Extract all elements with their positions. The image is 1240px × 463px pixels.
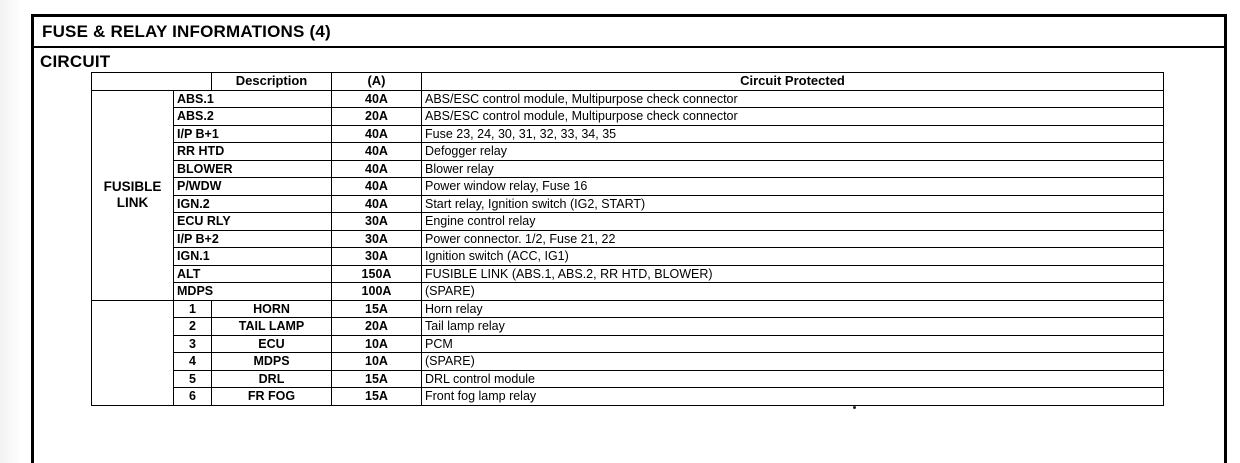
row-circuit-protected: Horn relay — [422, 300, 1164, 318]
row-description: ECU — [212, 335, 332, 353]
row-description: ABS.2 — [174, 108, 332, 126]
row-circuit-protected: Front fog lamp relay — [422, 388, 1164, 406]
row-amperage: 40A — [332, 90, 422, 108]
row-description: HORN — [212, 300, 332, 318]
table-row — [92, 160, 1164, 178]
table-row — [92, 248, 1164, 266]
row-description: ABS.1 — [174, 90, 332, 108]
table-header-row — [92, 73, 1164, 91]
row-amperage: 20A — [332, 318, 422, 336]
row-circuit-protected: Power connector. 1/2, Fuse 21, 22 — [422, 230, 1164, 248]
row-description: ECU RLY — [174, 213, 332, 231]
table-row — [92, 213, 1164, 231]
row-description: ALT — [174, 265, 332, 283]
group-label-line1: FUSIBLE — [103, 179, 162, 194]
row-amperage: 100A — [332, 283, 422, 301]
row-circuit-protected: Power window relay, Fuse 16 — [422, 178, 1164, 196]
row-amperage: 15A — [332, 370, 422, 388]
row-amperage: 30A — [332, 213, 422, 231]
column-header-description: Description — [212, 73, 332, 91]
table-row — [92, 318, 1164, 336]
row-circuit-protected: ABS/ESC control module, Multipurpose check connector — [422, 90, 1164, 108]
page-title: FUSE & RELAY INFORMATIONS (4) — [42, 21, 331, 41]
column-header-blank — [92, 73, 212, 91]
table-row — [92, 178, 1164, 196]
table-row — [92, 300, 1164, 318]
row-amperage: 15A — [332, 300, 422, 318]
row-amperage: 40A — [332, 195, 422, 213]
row-description: MDPS — [174, 283, 332, 301]
row-number: 6 — [174, 388, 212, 406]
row-amperage: 15A — [332, 388, 422, 406]
row-amperage: 20A — [332, 108, 422, 126]
row-circuit-protected: Fuse 23, 24, 30, 31, 32, 33, 34, 35 — [422, 125, 1164, 143]
row-description: BLOWER — [174, 160, 332, 178]
row-amperage: 40A — [332, 143, 422, 161]
row-circuit-protected: PCM — [422, 335, 1164, 353]
circuit-section-label: CIRCUIT — [40, 52, 111, 71]
scan-artifact-dot — [853, 406, 856, 409]
row-circuit-protected: ABS/ESC control module, Multipurpose check connector — [422, 108, 1164, 126]
row-circuit-protected: Start relay, Ignition switch (IG2, START) — [422, 195, 1164, 213]
row-circuit-protected: Ignition switch (ACC, IG1) — [422, 248, 1164, 266]
row-number: 5 — [174, 370, 212, 388]
row-circuit-protected: DRL control module — [422, 370, 1164, 388]
row-circuit-protected: Tail lamp relay — [422, 318, 1164, 336]
row-description: P/WDW — [174, 178, 332, 196]
table-row — [92, 108, 1164, 126]
table-row — [92, 335, 1164, 353]
row-number: 3 — [174, 335, 212, 353]
row-circuit-protected: FUSIBLE LINK (ABS.1, ABS.2, RR HTD, BLOWER) — [422, 265, 1164, 283]
row-number: 1 — [174, 300, 212, 318]
table-row — [92, 143, 1164, 161]
row-circuit-protected: (SPARE) — [422, 283, 1164, 301]
row-amperage: 150A — [332, 265, 422, 283]
row-circuit-protected: Defogger relay — [422, 143, 1164, 161]
fuse-relay-table — [91, 72, 1164, 406]
row-amperage: 10A — [332, 335, 422, 353]
table-row — [92, 388, 1164, 406]
row-description: DRL — [212, 370, 332, 388]
row-description: TAIL LAMP — [212, 318, 332, 336]
column-header-circuit-protected: Circuit Protected — [422, 73, 1164, 91]
table-row — [92, 353, 1164, 371]
row-amperage: 10A — [332, 353, 422, 371]
row-amperage: 40A — [332, 160, 422, 178]
row-amperage: 40A — [332, 125, 422, 143]
row-circuit-protected: (SPARE) — [422, 353, 1164, 371]
row-amperage: 40A — [332, 178, 422, 196]
group-label-line2: LINK — [116, 195, 149, 210]
column-header-amps: (A) — [332, 73, 422, 91]
group-label-fuse — [92, 300, 174, 405]
table-row — [92, 230, 1164, 248]
row-number: 2 — [174, 318, 212, 336]
row-number: 4 — [174, 353, 212, 371]
row-description: RR HTD — [174, 143, 332, 161]
row-description: FR FOG — [212, 388, 332, 406]
table-row — [92, 265, 1164, 283]
row-description: MDPS — [212, 353, 332, 371]
row-circuit-protected: Engine control relay — [422, 213, 1164, 231]
row-description: IGN.2 — [174, 195, 332, 213]
row-amperage: 30A — [332, 248, 422, 266]
row-circuit-protected: Blower relay — [422, 160, 1164, 178]
row-description: I/P B+1 — [174, 125, 332, 143]
row-description: I/P B+2 — [174, 230, 332, 248]
row-description: IGN.1 — [174, 248, 332, 266]
row-amperage: 30A — [332, 230, 422, 248]
group-label-fusible-link — [92, 90, 174, 300]
table-row — [92, 370, 1164, 388]
table-row — [92, 125, 1164, 143]
table-row — [92, 90, 1164, 108]
page-edge-shadow — [0, 0, 30, 463]
panel-title-bar — [34, 17, 1224, 48]
table-row — [92, 195, 1164, 213]
table-row — [92, 283, 1164, 301]
